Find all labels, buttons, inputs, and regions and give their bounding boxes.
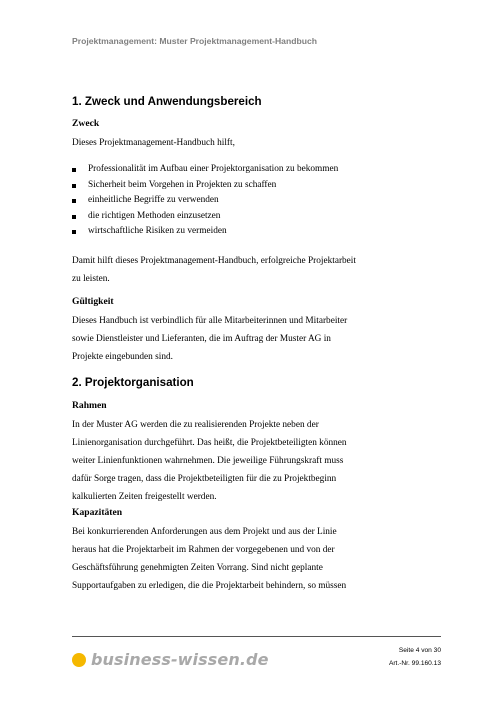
subheading-kapazitaeten: Kapazitäten [72, 507, 123, 518]
brand-logo: business-wissen.de [91, 650, 269, 669]
text-line: weiter Linienfunktionen wahrnehmen. Die jeweilige Führungskraft muss [72, 456, 344, 466]
text-line: Supportaufgaben zu erledigen, die die Projektarbeit behindern, so müssen [72, 581, 347, 591]
section-heading-projektorganisation: 2. Projektorganisation [72, 376, 194, 389]
bullet-icon [72, 199, 76, 203]
text-line: dafür Sorge tragen, dass die Projektbeteiligten für die zu Projektbeginn [72, 474, 337, 484]
text-line: Projekte eingebunden sind. [72, 352, 173, 362]
running-header: Projektmanagement: Muster Projektmanagement-Handbuch [72, 36, 317, 46]
text-line: In der Muster AG werden die zu realisierenden Projekte neben der [72, 420, 319, 430]
text-line: sowie Dienstleister und Lieferanten, die im Auftrag der Muster AG in [72, 334, 331, 344]
text-line: Linienorganisation durchgeführt. Das heißt, die Projektbeteiligten können [72, 438, 347, 448]
bullet-icon [72, 168, 76, 172]
paragraph-zweck-closing [72, 252, 372, 288]
text-line: Geschäftsführung genehmigten Zeiten Vorrang. Sind nicht geplante [72, 563, 323, 573]
text-line: Damit hilft dieses Projektmanagement-Handbuch, erfolgreiche Projektarbeit [72, 256, 356, 266]
subheading-gueltigkeit: Gültigkeit [72, 296, 114, 307]
paragraph-zweck-intro [72, 134, 372, 152]
paragraph-kapazitaeten [72, 523, 372, 595]
bullet-icon [72, 184, 76, 188]
bullet-icon [72, 230, 76, 234]
text-line: Dieses Handbuch ist verbindlich für alle Mitarbeiterinnen und Mitarbeiter [72, 316, 348, 326]
text-line: heraus hat die Projektarbeit im Rahmen der vorgegebenen und von der [72, 545, 335, 555]
section-heading-zweck-anwendungsbereich: 1. Zweck und Anwendungsbereich [72, 95, 262, 108]
subheading-rahmen: Rahmen [72, 400, 107, 411]
article-number: Art.-Nr. 99.160.13 [388, 660, 441, 667]
paragraph-rahmen [72, 416, 372, 506]
text-line: Dieses Projektmanagement-Handbuch hilft, [72, 138, 235, 148]
subheading-zweck: Zweck [72, 118, 100, 129]
document-page: Projektmanagement: Muster Projektmanagement-Handbuch 1. Zweck und Anwendungsbereich Zweck Dieses Projektmanagement-Handbuch hilft, Professionalität im Aufbau einer Projektorganisation zu bekommen Sicherheit beim Vorgehen in Projekten zu schaffen einheitliche Begriffe zu verwenden die richtigen Methoden einzusetzen wirtschaftliche Risiken zu vermeiden Damit hilft dieses Projektmanagement-Handbuch, erfolgreiche Projektarbeit zu leisten. Gültigkeit Dieses Handbuch ist verbindlich für alle Mitarbeiterinnen und Mitarbeiter sowie Dienstleister und Lieferanten, die im Auftrag der Muster AG in Projekte eingebunden sind. 2. Projektorganisation Rahmen In der Muster AG werden die zu realisierenden Projekte neben der Linienorganisation durchgeführt. Das heißt, die Projektbeteiligten können weiter Linienfunktionen wahrnehmen. Die jeweilige Führungskraft muss dafür Sorge tragen, dass die Projektbeteiligten für die zu Projektbeginn kalkulierten Zeiten freigestellt werden. Kapazitäten Bei konkurrierenden Anforderungen aus dem Projekt und aus der Linie heraus hat die Projektarbeit im Rahmen der vorgegebenen und von der Geschäftsführung genehmigten Zeiten Vorrang. Sind nicht geplante Supportaufgaben zu erledigen, die die Projektarbeit behindern, so müssen business-wissen.de Seite 4 von 30 Art.-Nr. 99.160.13 [72, 36, 441, 669]
text-line: Bei konkurrierenden Anforderungen aus dem Projekt und aus der Linie [72, 527, 337, 537]
logo-dot-icon [72, 653, 86, 667]
bullet-icon [72, 215, 76, 219]
text-line: kalkulierten Zeiten freigestellt werden. [72, 492, 217, 502]
footer-divider [72, 636, 441, 637]
text-line: zu leisten. [72, 274, 110, 284]
page-number: Seite 4 von 30 [398, 647, 441, 654]
paragraph-gueltigkeit [72, 312, 372, 366]
